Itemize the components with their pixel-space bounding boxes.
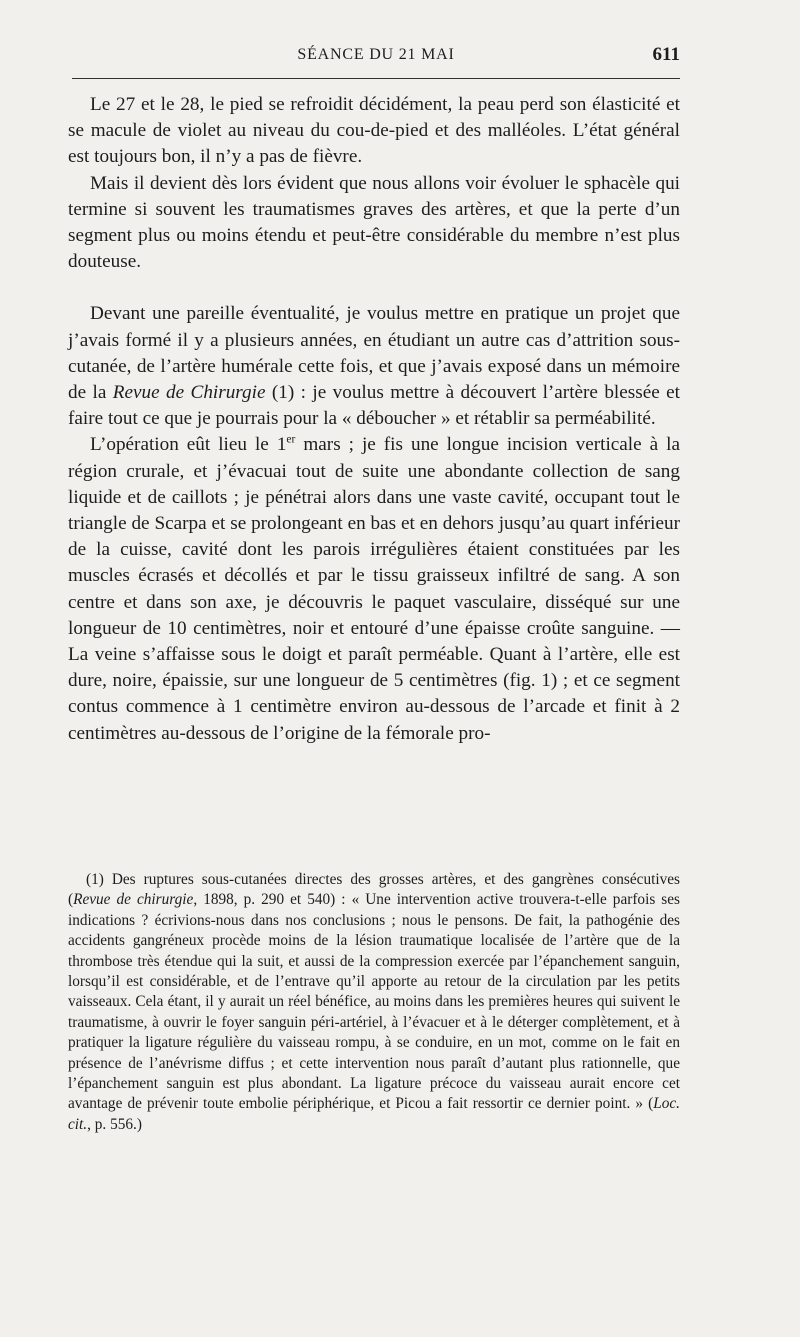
paragraph	[68, 92, 680, 171]
footnote-text: (1) Des ruptures sous-cutanées directes des grosses artères, et des gangrènes consécutives (	[68, 871, 680, 909]
footnote-journal: Revue de chirurgie	[73, 891, 194, 909]
header-rule	[72, 78, 680, 79]
footnote	[68, 870, 680, 1135]
footnote-citation: Loc. cit.	[68, 1095, 680, 1133]
paragraph-text: L’opération eût lieu le 1	[90, 434, 287, 456]
footnotes	[68, 870, 680, 1135]
paragraph	[68, 171, 680, 276]
main-text	[68, 92, 680, 747]
paragraph-text: Devant une pareille éventualité, je voulus mettre en pratique un projet que j’avais formé il y a plusieurs années, en étudiant un autre cas d’attrition sous-cutanée, de l’artère humérale cette fois, et que j’avais exposé dans un mémoire de la	[68, 303, 680, 404]
paragraph-text: (1) : je voulus mettre à découvert l’artère blessée et faire tout ce que je pourrais pour la « déboucher » et rétablir sa perméabilité.	[68, 382, 680, 430]
running-head: SÉANCE DU 21 MAI	[297, 46, 455, 63]
paragraph	[68, 301, 680, 432]
footnote-text: , p. 556.)	[87, 1115, 142, 1133]
page-header	[72, 40, 680, 74]
journal-title: Revue de Chirurgie	[112, 382, 266, 404]
paragraph	[68, 432, 680, 746]
superscript: er	[286, 434, 296, 447]
paragraph-text: mars ; je fis une longue incision verticale à la région crurale, et j’évacuai tout de suite une abondante collection de sang liquide et de caillots ; je pénétrai alors dans une vaste cavité, occupant tout le triangle de Scarpa et se prolongeant en bas et en dehors jusqu’au quart inférieur de la cuisse, cavité dont les parois irrégulières étaient constituées par les muscles écrasés et décollés et par le tissu graisseux infiltré de sang. A son centre et dans son axe, je découvris le paquet vasculaire, disséqué sur une longueur de 10 centimètres, noir et entouré d’une épaisse croûte sanguine. — La veine s’affaisse sous le doigt et paraît perméable. Quant à l’artère, elle est dure, noire, épaissie, sur une longueur de 5 centimètres (fig. 1) ; et ce segment contus commence à 1 centimètre environ au-dessous de l’arcade et finit à 2 centimètres au-dessous de l’origine de la fémorale pro-	[68, 434, 680, 744]
paragraph-text: Le 27 et le 28, le pied se refroidit décidément, la peau perd son élasticité et se macule de violet au niveau du cou-de-pied et des malléoles. L’état général est toujours bon, il n’y a pas de fièvre.	[68, 94, 680, 168]
footnote-text: , 1898, p. 290 et 540) : « Une intervention active trouvera-t-elle parfois ses indications ? écrivions-nous dans nos conclusions ; nous le pensons. De fait, la pathogénie des accidents gangréneux procède moins de la lésion traumatique localisée de l’artère que de la thrombose très étendue qui la suit, et aussi de la compression exercée par l’épanchement sanguin, lorsqu’il est considérable, et de l’entrave qu’il apporte au retour de la circulation par les petits vaisseaux. Cela étant, il y aurait un réel bénéfice, au moins dans les premières heures qui suivent le traumatisme, à ouvrir le foyer sanguin péri-artériel, à l’évacuer et à le déterger complètement, et à pratiquer la ligature régulière du vaisseau rompu, à se conduire, en un mot, comme on le fait en présence de l’anévrisme diffus ; et cette intervention nous paraît d’autant plus rationnelle, que l’épanchement sanguin est plus abondant. La ligature précoce du vaisseau aurait encore cet avantage de prévenir toute embolie périphérique, et Picou a fait ressortir ce dernier point. » (	[68, 891, 680, 1113]
paragraph-text: Mais il devient dès lors évident que nous allons voir évoluer le sphacèle qui termine si souvent les traumatismes graves des artères, et que la perte d’un segment plus ou moins étendu et peut-être considérable du membre n’est plus douteuse.	[68, 172, 680, 273]
page-number: 611	[652, 44, 680, 65]
